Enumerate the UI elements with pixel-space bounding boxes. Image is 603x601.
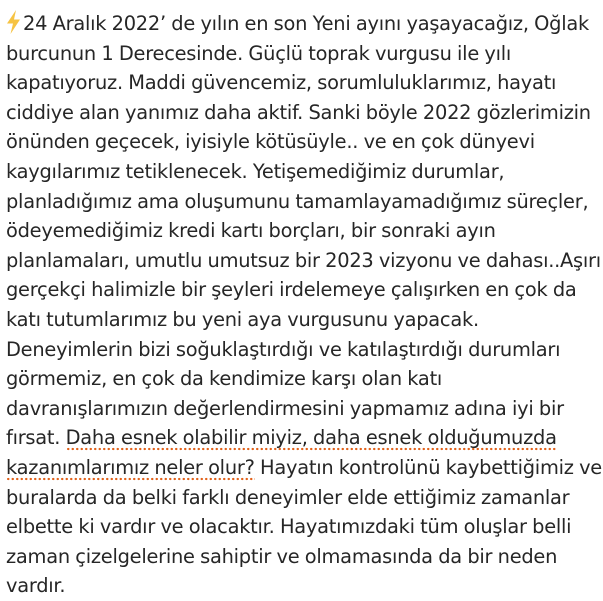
text-line: zaman çizelgelerine sahiptir ve olmamasında da bir neden [6, 544, 558, 568]
text-line: planladığımız ama oluşumunu tamamlayamadığımız süreçler, [6, 189, 589, 213]
text-line: kazanımlarımız neler olur? Hayatın kontrolünü kaybettiğimiz ve [6, 455, 602, 479]
text-line: burcunun 1 Derecesinde. Güçlü toprak vurgusu ile yılı [6, 41, 512, 65]
text-line: gerçekçi halimizle bir şeyleri irdelemeye çalışırken en çok da [6, 278, 577, 302]
text-line: buralarda da belki farklı deneyimler elde ettiğimiz zamanlar [6, 485, 570, 509]
post-text [6, 9, 602, 601]
text-line: vardır. [6, 574, 66, 598]
text-line: davranışlarımızın değerlendirmesini yapmamız adına iyi bir [6, 396, 564, 420]
text-line: elbette ki vardır ve olacaktır. Hayatımızdaki tüm oluşlar belli [6, 515, 572, 539]
text-line: Deneyimlerin bizi soğuklaştırdığı ve katılaştırdığı durumları [6, 337, 561, 361]
text-line: ciddiye alan yanımız daha aktif. Sanki böyle 2022 gözlerimizin [6, 100, 591, 124]
text-line: ödeyemediğimiz kredi kartı borçları, bir sonraki ayın [6, 219, 496, 243]
text-line: kaygılarımız tetiklenecek. Yetişemediğimiz durumlar, [6, 159, 505, 183]
text-line: önünden geçecek, iyisiyle kötüsüyle.. ve en çok dünyevi [6, 130, 535, 154]
text-line: görmemiz, en çok da kendimize karşı olan katı [6, 367, 443, 391]
text-line: kapatıyoruz. Maddi güvencemiz, sorumluluklarımız, hayatı [6, 71, 557, 95]
text-line: katı tutumlarımız bu yeni aya vurgusunu yapacak. [6, 307, 479, 331]
grammar-suggestion-underline[interactable]: Daha esnek olabilir miyiz, daha esnek olduğumuzda [65, 426, 557, 450]
lightning-bolt-icon [6, 10, 21, 34]
text-line: 24 Aralık 2022’ de yılın en son Yeni ayını yaşayacağız, Oğlak [6, 9, 598, 39]
grammar-suggestion-underline[interactable]: kazanımlarımız neler olur? [6, 455, 255, 479]
text-line: fırsat. Daha esnek olabilir miyiz, daha esnek olduğumuzda [6, 426, 557, 450]
text-line: planlamaları, umutlu umutsuz bir 2023 vizyonu ve dahası..Aşırı [6, 248, 601, 272]
